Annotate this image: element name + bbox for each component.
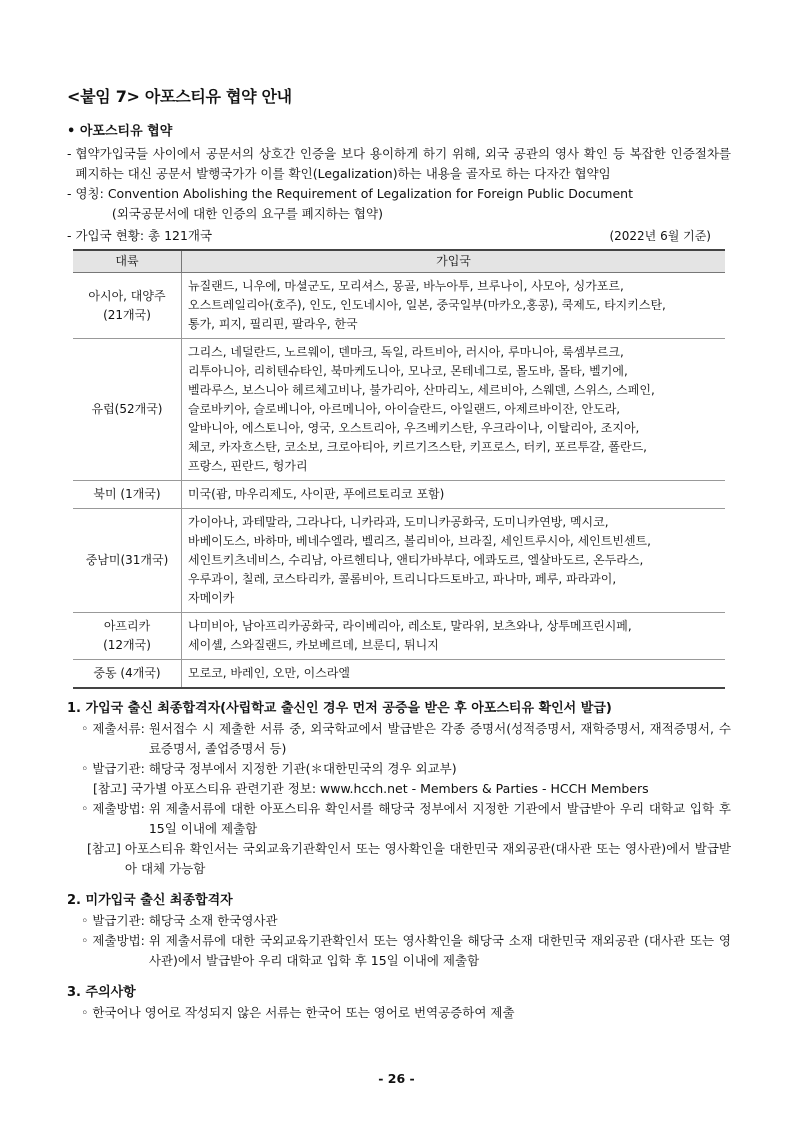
section-1-docs: ◦ 제출서류: 원서접수 시 제출한 서류 중, 외국학교에서 발급받은 각종 증명서(성적증명서, 재학증명서, 재적증명서, 수료증명서, 졸업증명서 등) xyxy=(81,721,731,756)
section-2 xyxy=(67,891,731,971)
table-row xyxy=(73,339,725,481)
section-1-issuer: ◦ 발급기관: 해당국 정부에서 지정한 기관(＊대한민국의 경우 외교부) xyxy=(81,761,457,776)
page-title: <붙임 7> 아포스티유 협약 안내 xyxy=(67,87,292,106)
region-cell: 중동 (4개국) xyxy=(73,660,182,689)
description-text: 협약가입국들 사이에서 공문서의 상호간 인증을 보다 용이하게 하기 위해, 외국 공관의 영사 확인 등 복잡한 인증절차를 폐지하는 대신 공문서 발행국가가 이를 확인(Legalization)하는 내용을 골자로 하는 다자간 협약임 xyxy=(75,146,731,181)
member-countries-table xyxy=(73,249,725,689)
countries-cell: 뉴질랜드, 니우에, 마셜군도, 모리셔스, 몽골, 바누아투, 브루나이, 사모아, 싱가포르, 오스트레일리아(호주), 인도, 인도네시아, 일본, 중국일부(마카오,홍콩), 쿡제도, 타지키스탄, 통가, 피지, 필리핀, 팔라우, 한국 xyxy=(182,273,726,339)
region-cell: 북미 (1개국) xyxy=(73,481,182,509)
status-date: (2022년 6월 기준) xyxy=(609,229,711,243)
section-2-heading: 2. 미가입국 출신 최종합격자 xyxy=(67,893,233,908)
countries-cell: 가이아나, 과테말라, 그라나다, 니카라과, 도미니카공화국, 도미니카연방, 멕시코, 바베이도스, 바하마, 베네수엘라, 벨리즈, 볼리비아, 브라질, 세인트루시아, 세인트빈센트, 세인트키츠네비스, 수리남, 아르헨티나, 앤티가바부다, 에콰도르, 엘살바도르, 온두라스, 우루과이, 칠레, 코스타리카, 콜롬비아, 트리니다드토바고, 파나마, 페루, 파라과이, 자메이카 xyxy=(182,509,726,613)
convention-name-ko: (외국공문서에 대한 인증의 요구를 폐지하는 협약) xyxy=(111,206,383,221)
table-row xyxy=(73,660,725,689)
column-header-countries: 가입국 xyxy=(182,250,726,273)
countries-cell: 미국(괌, 마우리제도, 사이판, 푸에르토리코 포함) xyxy=(182,481,726,509)
countries-cell: 모로코, 바레인, 오만, 이스라엘 xyxy=(188,666,350,680)
section-1-note-substitute: [참고] 아포스티유 확인서는 국외교육기관확인서 또는 영사확인을 대한민국 재외공관(대사관 또는 영사관)에서 발급받아 대체 가능함 xyxy=(87,841,731,876)
section-1 xyxy=(67,699,731,879)
table-header-row xyxy=(73,250,725,273)
region-cell: 아시아, 대양주 (21개국) xyxy=(73,273,182,339)
page-number: - 26 - xyxy=(378,1071,415,1086)
section-1-heading: 1. 가입국 출신 최종합격자(사립학교 출신인 경우 먼저 공증을 받은 후 아포스티유 확인서 발급) xyxy=(67,701,612,716)
region-cell: 유럽(52개국) xyxy=(73,339,182,481)
region-cell: 아프리카 (12개국) xyxy=(73,613,182,660)
convention-name: - 영칭: Convention Abolishing the Requirement of Legalization for Foreign Public Document (외국공문서에 대한 인증의 요구를 폐지하는 협약) xyxy=(67,186,633,221)
table-row xyxy=(73,273,725,339)
apostille-heading: • 아포스티유 협약 xyxy=(67,124,173,139)
table-row xyxy=(73,509,725,613)
column-header-region: 대륙 xyxy=(73,250,182,273)
convention-name-en: Convention Abolishing the Requirement of Legalization for Foreign Public Document xyxy=(107,186,633,201)
document-page xyxy=(67,86,731,1023)
table-row xyxy=(73,481,725,509)
region-cell: 중남미(31개국) xyxy=(73,509,182,613)
section-1-note-hcch: [참고] 국가별 아포스티유 관련기관 정보: www.hcch.net - Members & Parties - HCCH Members xyxy=(93,781,649,796)
section-1-method: ◦ 제출방법: 위 제출서류에 대한 아포스티유 확인서를 해당국 정부에서 지정한 기관에서 발급받아 우리 대학교 입학 후 15일 이내에 제출함 xyxy=(81,801,731,836)
table-row xyxy=(73,613,725,660)
section-3 xyxy=(67,983,731,1023)
countries-cell: 그리스, 네덜란드, 노르웨이, 덴마크, 독일, 라트비아, 러시아, 루마니아, 룩셈부르크, 리투아니아, 리히텐슈타인, 북마케도니아, 모나코, 몬테네그로, 몰도바, 몰타, 벨기에, 벨라루스, 보스니아 헤르체고비나, 불가리아, 산마리노, 세르비아, 스웨덴, 스위스, 스페인, 슬로바키아, 슬로베니아, 아르메니아, 아이슬란드, 아일랜드, 아제르바이잔, 안도라, 알바니아, 에스토니아, 영국, 오스트리아, 우즈베키스탄, 우크라이나, 이탈리아, 조지아, 체코, 카자흐스탄, 코소보, 크로아티아, 키르기즈스탄, 키프로스, 터키, 포르투갈, 폴란드, 프랑스, 핀란드, 헝가리 xyxy=(182,339,726,481)
member-count: - 가입국 현황: 총 121개국 xyxy=(67,228,213,243)
countries-cell: 나미비아, 남아프리카공화국, 라이베리아, 레소토, 말라위, 보츠와나, 상투메프린시페, 세이셸, 스와질랜드, 카보베르데, 브룬디, 튀니지 xyxy=(182,613,726,660)
intro-section xyxy=(67,122,731,246)
section-2-method: ◦ 제출방법: 위 제출서류에 대한 국외교육기관확인서 또는 영사확인을 해당국 소재 대한민국 재외공관 (대사관 또는 영사관)에서 발급받아 우리 대학교 입학 후 15일 이내에 제출함 xyxy=(81,933,731,968)
member-status xyxy=(67,226,731,246)
section-2-issuer: ◦ 발급기관: 해당국 소재 한국영사관 xyxy=(81,913,278,928)
section-3-item: ◦ 한국어나 영어로 작성되지 않은 서류는 한국어 또는 영어로 번역공증하여 제출 xyxy=(81,1005,515,1020)
apostille-description: - 협약가입국들 사이에서 공문서의 상호간 인증을 보다 용이하게 하기 위해, 외국 공관의 영사 확인 등 복잡한 인증절차를 폐지하는 대신 공문서 발행국가가 이를 확인(Legalization)하는 내용을 골자로 하는 다자간 협약임 xyxy=(67,144,731,184)
section-3-heading: 3. 주의사항 xyxy=(67,985,136,1000)
